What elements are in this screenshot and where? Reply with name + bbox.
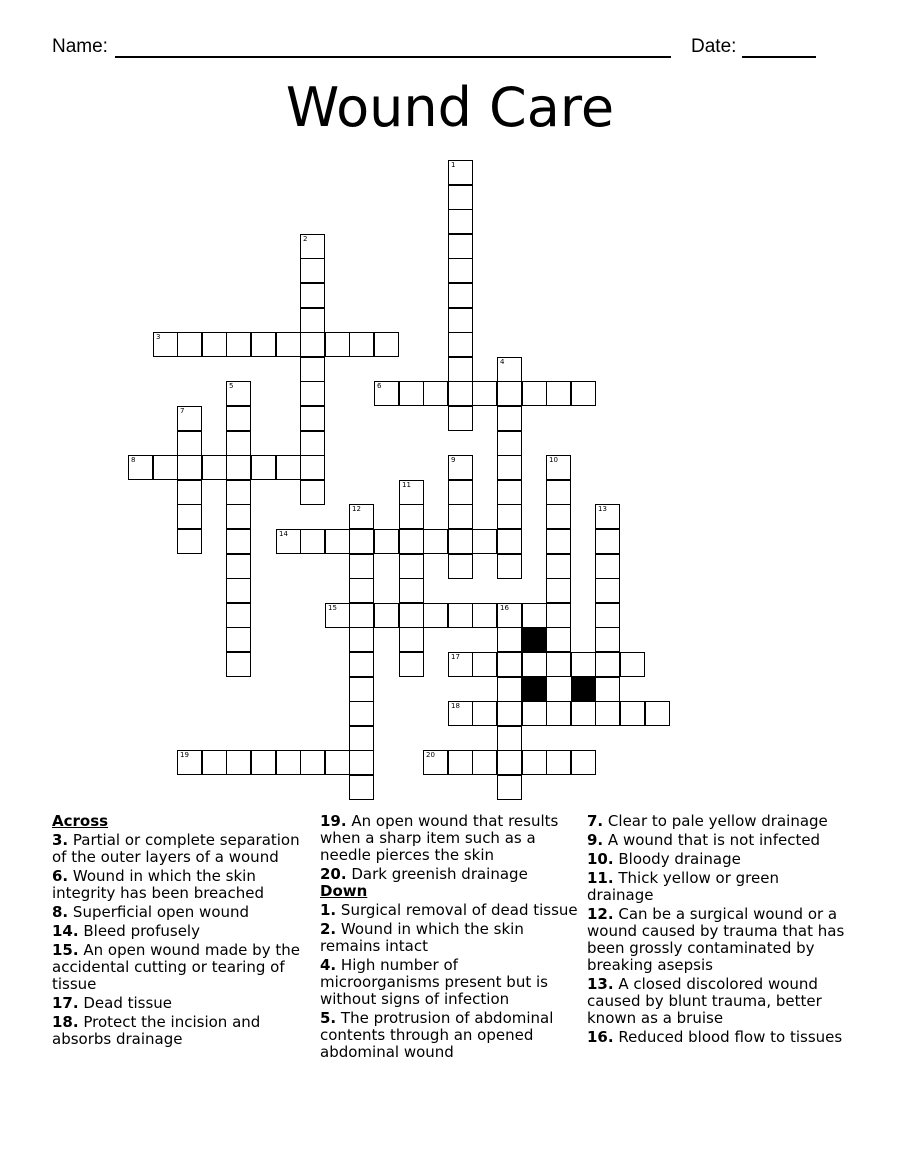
- crossword-cell[interactable]: [497, 750, 522, 775]
- clue-column-2: [320, 813, 578, 1061]
- clue-column-3: [587, 813, 847, 1046]
- clue-across-18: 18. Protect the incision and absorbs drainage: [52, 1013, 261, 1048]
- crossword-cell[interactable]: [497, 357, 522, 382]
- crossword-cell[interactable]: [349, 332, 374, 357]
- crossword-cell[interactable]: [399, 554, 424, 579]
- clue-across-8: 8. Superficial open wound: [52, 903, 250, 921]
- crossword-cell[interactable]: [226, 554, 251, 579]
- crossword-cell[interactable]: [349, 554, 374, 579]
- crossword-cell[interactable]: [349, 627, 374, 652]
- crossword-cell[interactable]: [571, 381, 596, 406]
- crossword-cell[interactable]: [497, 775, 522, 800]
- across-heading: Across: [52, 812, 109, 830]
- crossword-cell[interactable]: [472, 750, 497, 775]
- crossword-cell[interactable]: [571, 750, 596, 775]
- crossword-cell[interactable]: [595, 529, 620, 554]
- crossword-cell[interactable]: [645, 701, 670, 726]
- crossword-cell[interactable]: [177, 406, 202, 431]
- crossword-cell[interactable]: [497, 381, 522, 406]
- cell-number: 14: [279, 530, 288, 538]
- crossword-cell[interactable]: [300, 357, 325, 382]
- black-cell: [571, 677, 596, 702]
- crossword-cell[interactable]: [423, 750, 448, 775]
- crossword-cell[interactable]: [276, 455, 301, 480]
- crossword-cell[interactable]: [448, 455, 473, 480]
- crossword-cell[interactable]: [349, 775, 374, 800]
- cell-number: 15: [328, 604, 337, 612]
- crossword-cell[interactable]: [226, 529, 251, 554]
- crossword-cell[interactable]: [595, 554, 620, 579]
- crossword-cell[interactable]: [497, 627, 522, 652]
- clue-down-9: 9. A wound that is not infected: [587, 831, 821, 849]
- crossword-cell[interactable]: [472, 381, 497, 406]
- crossword-cell[interactable]: [448, 308, 473, 333]
- crossword-cell[interactable]: [399, 578, 424, 603]
- clue-across-15: 15. An open wound made by the accidental cutting or tearing of tissue: [52, 941, 300, 993]
- crossword-cell[interactable]: [571, 652, 596, 677]
- crossword-cell[interactable]: [546, 381, 571, 406]
- clue-across-6: 6. Wound in which the skin integrity has been breached: [52, 867, 264, 902]
- crossword-cell[interactable]: [202, 750, 227, 775]
- crossword-cell[interactable]: [399, 381, 424, 406]
- clue-down-11: 11. Thick yellow or green drainage: [587, 869, 779, 904]
- crossword-cell[interactable]: [153, 332, 178, 357]
- crossword-cell[interactable]: [177, 431, 202, 456]
- black-cell: [522, 627, 547, 652]
- cell-number: 16: [500, 604, 509, 612]
- crossword-cell[interactable]: [276, 332, 301, 357]
- crossword-cell[interactable]: [595, 701, 620, 726]
- crossword-cell[interactable]: [226, 504, 251, 529]
- crossword-cell[interactable]: [276, 750, 301, 775]
- crossword-cell[interactable]: [177, 750, 202, 775]
- crossword-cell[interactable]: [202, 455, 227, 480]
- crossword-cell[interactable]: [546, 627, 571, 652]
- crossword-cell[interactable]: [325, 529, 350, 554]
- crossword-cell[interactable]: [226, 406, 251, 431]
- cell-number: 7: [180, 407, 185, 415]
- cell-number: 10: [549, 456, 558, 464]
- cell-number: 6: [377, 382, 382, 390]
- crossword-cell[interactable]: [448, 185, 473, 210]
- crossword-cell[interactable]: [226, 431, 251, 456]
- crossword-cell[interactable]: [448, 480, 473, 505]
- crossword-cell[interactable]: [300, 258, 325, 283]
- cell-number: 12: [352, 505, 361, 513]
- crossword-cell[interactable]: [226, 578, 251, 603]
- crossword-cell[interactable]: [448, 258, 473, 283]
- black-cell: [522, 677, 547, 702]
- crossword-cell[interactable]: [226, 750, 251, 775]
- crossword-cell[interactable]: [349, 652, 374, 677]
- date-label: Date:: [691, 36, 737, 57]
- clue-across-19: 19. An open wound that results when a sharp item such as a needle pierces the skin: [320, 812, 559, 864]
- clue-down-12: 12. Can be a surgical wound or a wound caused by trauma that has been grossly contaminated by breaking asepsis: [587, 905, 845, 974]
- crossword-cell[interactable]: [325, 332, 350, 357]
- cell-number: 17: [451, 653, 460, 661]
- crossword-cell[interactable]: [276, 529, 301, 554]
- crossword-cell[interactable]: [448, 357, 473, 382]
- crossword-cell[interactable]: [497, 504, 522, 529]
- crossword-cell[interactable]: [522, 750, 547, 775]
- crossword-cell[interactable]: [497, 554, 522, 579]
- crossword-cell[interactable]: [448, 603, 473, 628]
- crossword-cell[interactable]: [522, 381, 547, 406]
- crossword-cell[interactable]: [546, 529, 571, 554]
- crossword-cell[interactable]: [423, 381, 448, 406]
- crossword-cell[interactable]: [251, 455, 276, 480]
- header-row: [52, 36, 852, 66]
- crossword-cell[interactable]: [595, 603, 620, 628]
- crossword-cell[interactable]: [226, 455, 251, 480]
- crossword-cell[interactable]: [177, 455, 202, 480]
- crossword-cell[interactable]: [177, 529, 202, 554]
- crossword-cell[interactable]: [497, 480, 522, 505]
- crossword-cell[interactable]: [546, 652, 571, 677]
- crossword-cell[interactable]: [399, 480, 424, 505]
- cell-number: 5: [229, 382, 234, 390]
- cell-number: 18: [451, 702, 460, 710]
- clue-down-2: 2. Wound in which the skin remains intact: [320, 920, 524, 955]
- crossword-cell[interactable]: [300, 431, 325, 456]
- crossword-cell[interactable]: [226, 603, 251, 628]
- crossword-cell[interactable]: [448, 234, 473, 259]
- crossword-cell[interactable]: [300, 480, 325, 505]
- crossword-cell[interactable]: [497, 455, 522, 480]
- crossword-cell[interactable]: [300, 332, 325, 357]
- cell-number: 2: [303, 235, 308, 243]
- crossword-cell[interactable]: [448, 332, 473, 357]
- crossword-cell[interactable]: [423, 603, 448, 628]
- crossword-cell[interactable]: [546, 701, 571, 726]
- crossword-cell[interactable]: [497, 529, 522, 554]
- crossword-cell[interactable]: [226, 480, 251, 505]
- crossword-cell[interactable]: [325, 750, 350, 775]
- crossword-cell[interactable]: [349, 701, 374, 726]
- clue-across-3: 3. Partial or complete separation of the outer layers of a wound: [52, 831, 300, 866]
- cell-number: 11: [402, 481, 411, 489]
- crossword-cell[interactable]: [300, 308, 325, 333]
- crossword-cell[interactable]: [448, 554, 473, 579]
- crossword-cell[interactable]: [546, 603, 571, 628]
- crossword-cell[interactable]: [522, 652, 547, 677]
- crossword-cell[interactable]: [374, 332, 399, 357]
- crossword-cell[interactable]: [472, 701, 497, 726]
- crossword-cell[interactable]: [497, 406, 522, 431]
- crossword-cell[interactable]: [128, 455, 153, 480]
- crossword-cell[interactable]: [546, 455, 571, 480]
- name-field[interactable]: [115, 56, 671, 58]
- crossword-cell[interactable]: [153, 455, 178, 480]
- cell-number: 3: [156, 333, 161, 341]
- crossword-cell[interactable]: [349, 578, 374, 603]
- cell-number: 1: [451, 161, 456, 169]
- cell-number: 4: [500, 358, 505, 366]
- clue-down-10: 10. Bloody drainage: [587, 850, 741, 868]
- crossword-cell[interactable]: [226, 381, 251, 406]
- crossword-cell[interactable]: [620, 652, 645, 677]
- crossword-cell[interactable]: [349, 726, 374, 751]
- crossword-cell[interactable]: [497, 431, 522, 456]
- crossword-cell[interactable]: [325, 603, 350, 628]
- clue-down-1: 1. Surgical removal of dead tissue: [320, 901, 578, 919]
- clue-column-1: [52, 813, 312, 1048]
- crossword-cell[interactable]: [251, 750, 276, 775]
- cell-number: 13: [598, 505, 607, 513]
- crossword-cell[interactable]: [177, 504, 202, 529]
- crossword-cell[interactable]: [226, 627, 251, 652]
- crossword-cell[interactable]: [349, 677, 374, 702]
- crossword-cell[interactable]: [399, 627, 424, 652]
- clue-across-17: 17. Dead tissue: [52, 994, 173, 1012]
- crossword-cell[interactable]: [251, 332, 276, 357]
- crossword-cell[interactable]: [546, 554, 571, 579]
- cell-number: 9: [451, 456, 456, 464]
- crossword-cell[interactable]: [177, 480, 202, 505]
- crossword-cell[interactable]: [399, 529, 424, 554]
- crossword-cell[interactable]: [226, 652, 251, 677]
- cell-number: 19: [180, 751, 189, 759]
- crossword-cell[interactable]: [300, 455, 325, 480]
- crossword-cell[interactable]: [300, 406, 325, 431]
- crossword-cell[interactable]: [448, 283, 473, 308]
- crossword-cell[interactable]: [374, 603, 399, 628]
- crossword-cell[interactable]: [349, 529, 374, 554]
- crossword-cell[interactable]: [497, 603, 522, 628]
- crossword-cell[interactable]: [472, 652, 497, 677]
- crossword-cell[interactable]: [448, 209, 473, 234]
- crossword-cell[interactable]: [448, 504, 473, 529]
- crossword-cell[interactable]: [595, 627, 620, 652]
- crossword-cell[interactable]: [300, 283, 325, 308]
- page-title: Wound Care: [285, 76, 615, 139]
- crossword-cell[interactable]: [202, 332, 227, 357]
- crossword-cell[interactable]: [177, 332, 202, 357]
- clue-down-4: 4. High number of microorganisms present but is without signs of infection: [320, 956, 548, 1008]
- crossword-cell[interactable]: [595, 677, 620, 702]
- crossword-cell[interactable]: [448, 701, 473, 726]
- crossword-cell[interactable]: [522, 603, 547, 628]
- crossword-cell[interactable]: [595, 652, 620, 677]
- clue-down-16: 16. Reduced blood flow to tissues: [587, 1028, 843, 1046]
- crossword-cell[interactable]: [349, 603, 374, 628]
- name-label: Name:: [52, 36, 108, 57]
- crossword-cell[interactable]: [226, 332, 251, 357]
- crossword-cell[interactable]: [300, 381, 325, 406]
- clue-across-20: 20. Dark greenish drainage: [320, 865, 528, 883]
- crossword-cell[interactable]: [300, 750, 325, 775]
- crossword-cell[interactable]: [497, 726, 522, 751]
- crossword-cell[interactable]: [374, 529, 399, 554]
- crossword-cell[interactable]: [571, 701, 596, 726]
- clue-down-13: 13. A closed discolored wound caused by blunt trauma, better known as a bruise: [587, 975, 822, 1027]
- cell-number: 20: [426, 751, 435, 759]
- crossword-cell[interactable]: [448, 652, 473, 677]
- crossword-cell[interactable]: [497, 652, 522, 677]
- crossword-cell[interactable]: [448, 160, 473, 185]
- crossword-cell[interactable]: [448, 381, 473, 406]
- crossword-cell[interactable]: [546, 750, 571, 775]
- crossword-cell[interactable]: [300, 529, 325, 554]
- clue-across-14: 14. Bleed profusely: [52, 922, 200, 940]
- crossword-cell[interactable]: [349, 750, 374, 775]
- date-field[interactable]: [742, 56, 816, 58]
- crossword-cell[interactable]: [522, 701, 547, 726]
- crossword-cell[interactable]: [546, 504, 571, 529]
- crossword-cell[interactable]: [399, 504, 424, 529]
- crossword-cell[interactable]: [546, 480, 571, 505]
- crossword-cell[interactable]: [300, 234, 325, 259]
- crossword-cell[interactable]: [497, 677, 522, 702]
- crossword-cell[interactable]: [595, 504, 620, 529]
- down-heading: Down: [320, 882, 368, 900]
- crossword-cell[interactable]: [472, 603, 497, 628]
- crossword-cell[interactable]: [399, 652, 424, 677]
- crossword-cell[interactable]: [546, 578, 571, 603]
- crossword-cell[interactable]: [448, 750, 473, 775]
- crossword-cell[interactable]: [423, 529, 448, 554]
- crossword-cell[interactable]: [497, 701, 522, 726]
- clue-down-7: 7. Clear to pale yellow drainage: [587, 812, 828, 830]
- crossword-cell[interactable]: [472, 529, 497, 554]
- crossword-cell[interactable]: [349, 504, 374, 529]
- crossword-cell[interactable]: [620, 701, 645, 726]
- crossword-cell[interactable]: [399, 603, 424, 628]
- cell-number: 8: [131, 456, 136, 464]
- crossword-cell[interactable]: [448, 406, 473, 431]
- crossword-cell[interactable]: [448, 529, 473, 554]
- crossword-cell[interactable]: [595, 578, 620, 603]
- crossword-cell[interactable]: [374, 381, 399, 406]
- clue-down-5: 5. The protrusion of abdominal contents through an opened abdominal wound: [320, 1009, 554, 1061]
